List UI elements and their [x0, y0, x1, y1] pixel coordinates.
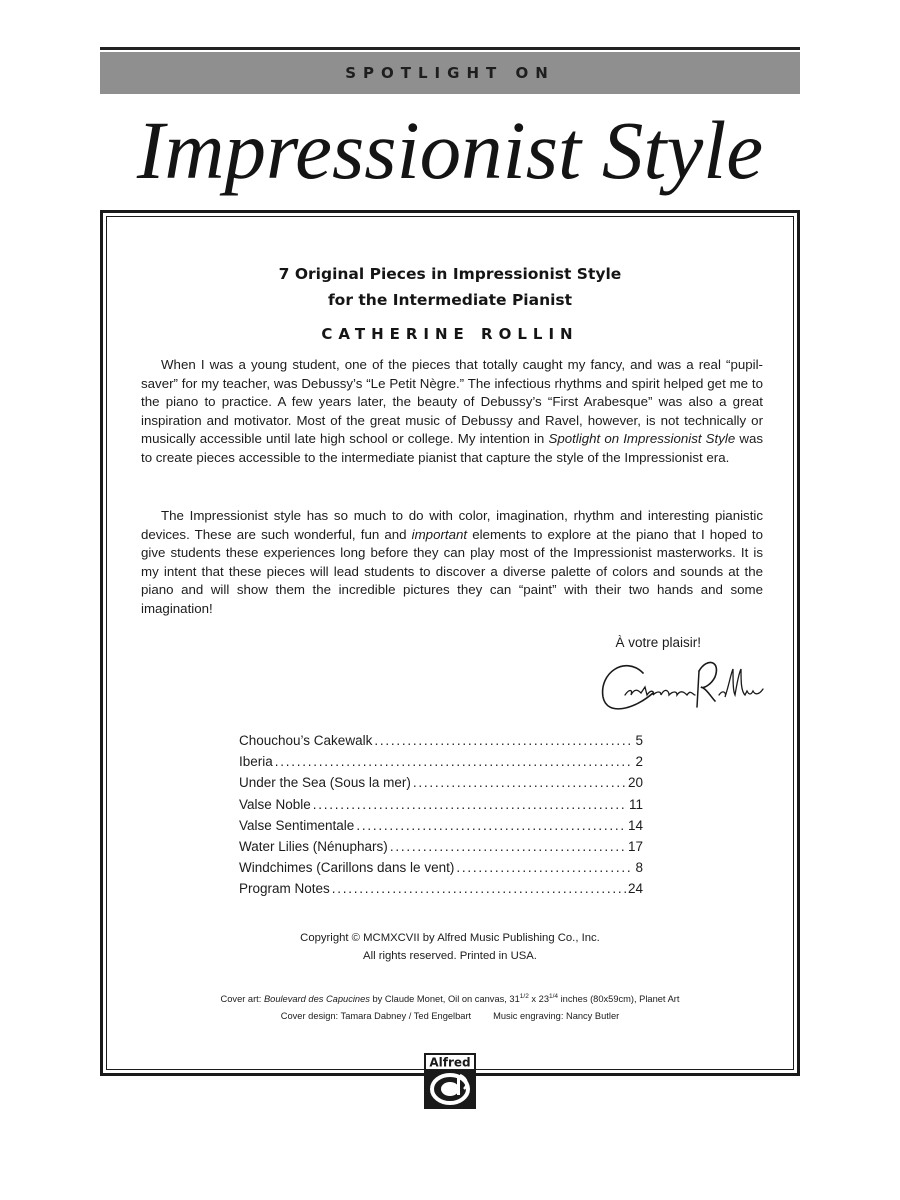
toc-title: Program Notes: [239, 881, 330, 897]
book-title: Impressionist Style: [136, 104, 764, 196]
subtitle-line-1: 7 Original Pieces in Impressionist Style: [278, 265, 622, 283]
toc-title: Water Lilies (Nénuphars): [239, 838, 388, 854]
toc-entry: [239, 733, 643, 754]
toc-page: 17: [627, 838, 643, 854]
toc-entry: [239, 839, 643, 860]
width-fraction: 1/2: [519, 993, 529, 1000]
painting-title: Boulevard des Capucines: [263, 994, 370, 1005]
closing-phrase: À votre plaisir!: [615, 635, 701, 650]
toc-page: 2: [635, 754, 643, 770]
emphasis-word: important: [411, 526, 468, 542]
alfred-logo: [424, 1053, 476, 1109]
signature: [595, 651, 770, 721]
toc-entry: [239, 797, 643, 818]
series-label: SPOTLIGHT ON: [345, 64, 555, 82]
intro-paragraph-2: The Impressionist style has so much to do with color, imagination, rhythm and interesting pianistic devices. These are such wonderful, fun and important elements to explore at the piano that I hoped to give students these experiences long before they can play most of the Impressionist masterworks. It is my intent that these pieces will lead students to discover a diverse palette of colors and sounds at the piano and will show them the incredible pictures they can “paint” with their two hands and some imagination!: [141, 508, 763, 616]
engraving-credit: Music engraving: Nancy Butler: [493, 1011, 620, 1022]
rights-line: All rights reserved. Printed in USA.: [363, 950, 537, 962]
series-banner: [100, 52, 800, 94]
design-credits: [103, 1008, 797, 1025]
table-of-contents: [239, 733, 643, 903]
toc-title: Chouchou’s Cakewalk: [239, 733, 373, 748]
svg-text:Alfred: Alfred: [429, 1055, 471, 1070]
intro-paragraph-1: When I was a young student, one of the pieces that totally caught my fancy, and was a real “pupil-saver” for my teacher, was Debussy’s “Le Petit Nègre.” The infectious rhythms and spirit helped get me to the piano to practice. A few years later, the beauty of Debussy’s “First Arabesque” was also a great inspiration and motivator. Most of the great music of Debussy and Ravel, however, is not technically or musically accessible until late high school or college. My intention in Spotlight on Impressionist Style was to create pieces accessible to the intermediate pianist that capture the style of the Impressionist era.: [141, 357, 763, 465]
toc-leader: [313, 797, 627, 812]
toc-title: Iberia: [239, 754, 273, 770]
toc-entry: [239, 860, 643, 881]
copyright-notice: [103, 929, 797, 965]
header-rule: [100, 47, 800, 50]
cover-design-credit: Cover design: Tamara Dabney / Ted Engelbart: [280, 1011, 472, 1022]
copyright-line: Copyright © MCMXCVII by Alfred Music Publishing Co., Inc.: [300, 932, 600, 944]
toc-entry: [239, 818, 643, 839]
toc-leader: [275, 754, 634, 769]
toc-page: 14: [627, 817, 643, 833]
toc-leader: [390, 839, 626, 854]
toc-page: 20: [627, 775, 643, 791]
credits: [103, 988, 797, 1025]
toc-page: 5: [635, 733, 643, 748]
cover-art-credit: Cover art: Boulevard des Capucines by Claude Monet, Oil on canvas, $31^{1/2}$ x $23^{1/4}$ inches (80x59cm), Planet Art: [220, 993, 680, 1005]
toc-entry: [239, 881, 643, 902]
content-frame: [100, 210, 800, 1076]
toc-page: 24: [627, 881, 643, 897]
toc-leader: [356, 818, 626, 833]
toc-entry: [239, 775, 643, 796]
toc-title: Valse Noble: [239, 796, 311, 812]
toc-title: Valse Sentimentale: [239, 817, 355, 833]
toc-page: 8: [635, 860, 643, 876]
toc-title: Under the Sea (Sous la mer): [239, 775, 411, 791]
subtitle: [103, 261, 797, 313]
toc-page: 11: [628, 796, 643, 812]
toc-title: Windchimes (Carillons dans le vent): [239, 860, 455, 876]
toc-leader: [374, 733, 633, 748]
subtitle-line-2: for the Intermediate Pianist: [327, 291, 573, 309]
toc-leader: [332, 881, 626, 896]
author-name: CATHERINE ROLLIN: [321, 325, 579, 343]
toc-leader: [456, 860, 633, 875]
toc-leader: [413, 775, 626, 790]
height-fraction: 1/4: [548, 993, 559, 1000]
toc-entry: [239, 754, 643, 775]
book-title-reference: Spotlight on Impressionist Style: [548, 431, 736, 447]
